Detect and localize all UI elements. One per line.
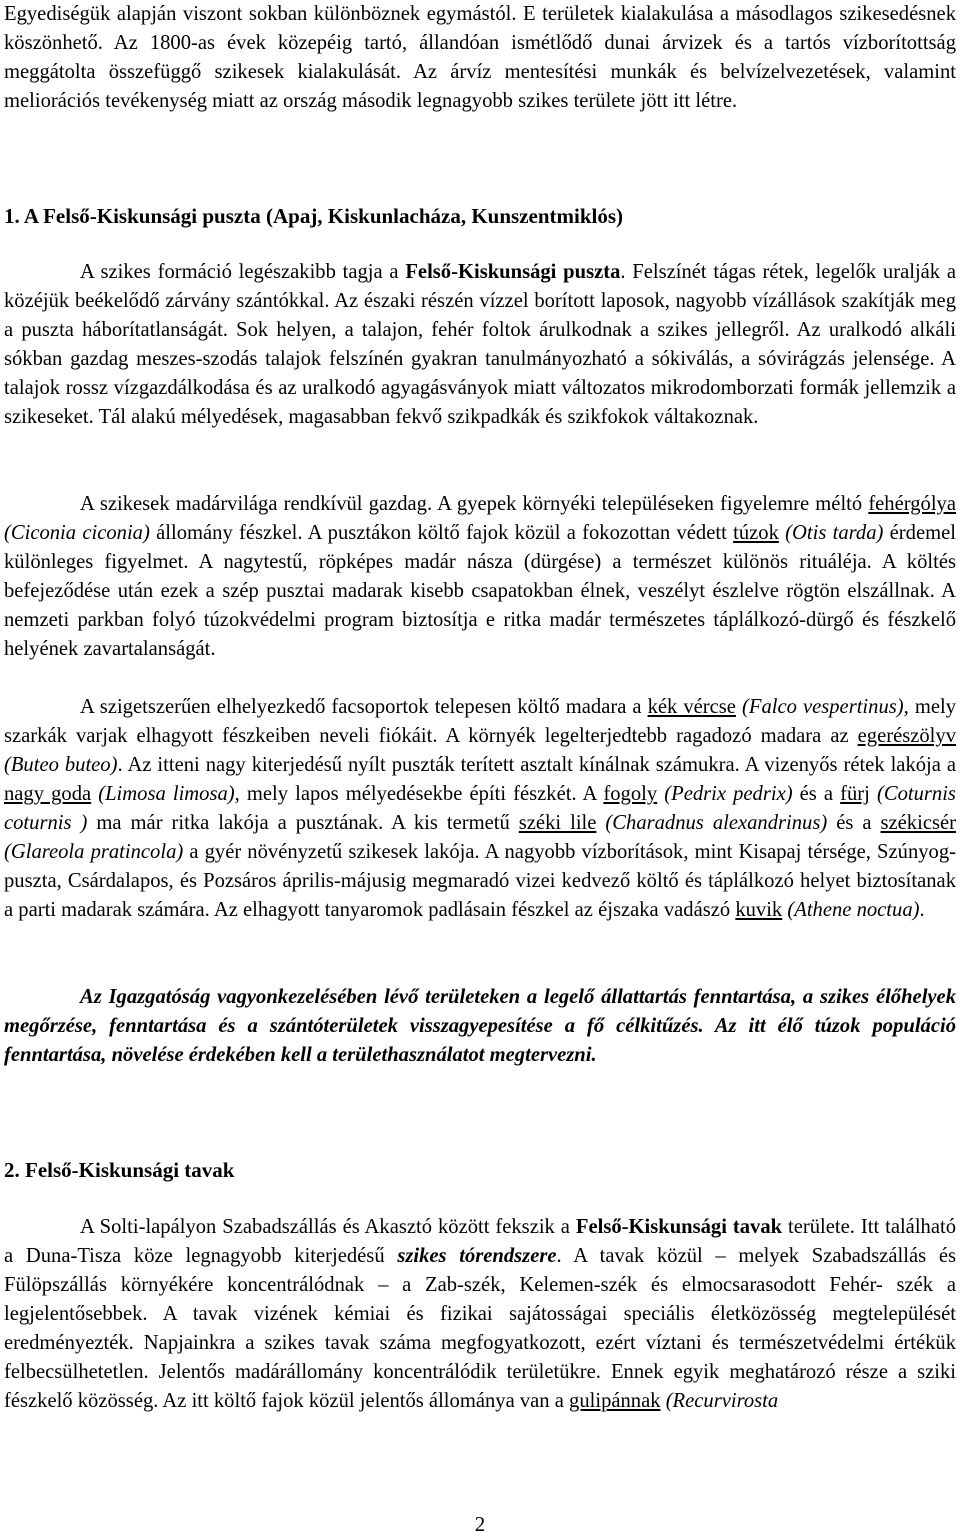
section-1-paragraph-2 (4, 490, 956, 664)
bold-term: Felső-Kiskunsági puszta (405, 261, 621, 283)
bold-term: Felső-Kiskunsági tavak (575, 1216, 783, 1238)
latin-name: (Ciconia ciconia) (4, 522, 150, 544)
latin-name: (Charadnus alexandrinus) (605, 812, 828, 834)
text-span: . Felszínét tágas rétek, legelők uralják a közéjük beékelődő zárvány szántókkal. Az északi részén vízzel borított laposok, nagyobb vízállások szakítják meg a puszta háborítatlanságát. Sok helyen, a talajon, fehér foltok árulkodnak a szikes jellegről. Az uralkodó alkáli sókban gazdag meszes-szodás talajok felszínén gyakran tanulmányozható a sókiválás, a sóvirágzás jelensége. A talajok rossz vízgazdálkodása és az uralkodó agyagásványok miatt változatos mikrodomborzati formák jellemzik a szikeseket. Tál alakú mélyedések, magasabban fekvő szikpadkák és szikfokok váltakoznak. (4, 261, 957, 428)
section-2-heading: 2. Felső-Kiskunsági tavak (4, 1158, 235, 1182)
goal-statement: Az Igazgatóság vagyonkezelésében lévő területeken a legelő állattartás fenntartása, a szikes élőhelyek megőrzése, fenntartása és a szántóterületek visszagyepesítése a fő célkitűzés. Az itt élő túzok populáció fenntartása, növelése érdekében kell a területhasználatot megtervezni. (4, 986, 956, 1066)
species-name: fogoly (603, 783, 658, 805)
species-name: nagy goda (4, 783, 92, 805)
latin-name: (Coturnis coturnis ) (4, 783, 956, 834)
species-name: gulipánnak (569, 1390, 661, 1412)
species-name: székicsér (880, 812, 956, 834)
text-span: érdemel különleges figyelmet. A nagytestű, röpképes madár násza (dürgése) a természet különös rituáléja. A költés befejeződése után ezek a szép pusztai madarak kisebb csapatokban élnek, veszélyt észlelve rögtön elszállnak. A nemzeti parkban folyó túzokvédelmi program biztosítja e ritka madár természetes táplálkozó-dürgő és fészkelő helyének zavartalanságát. (4, 522, 956, 660)
species-name: fürj (840, 783, 870, 805)
section-1-paragraph-3 (4, 693, 956, 925)
page-number: 2 (474, 1512, 486, 1536)
latin-name: (Limosa limosa) (98, 783, 235, 805)
text-span: ma már ritka lakója a pusztának. A kis termetű (87, 812, 519, 834)
text-span: területe. Itt található a Duna-Tisza köze legnagyobb kiterjedésű (4, 1216, 957, 1267)
latin-name: (Falco vespertinus) (742, 696, 904, 718)
text-span: a gyér növényzetű szikesek lakója. A nagyobb vízborítások, mint Kisapaj térsége, Szúnyog-puszta, Csárdalapos, és Pozsáros április-májusig megmaradó vizei kedvező költő és táplálkozó helyet biztosítanak a parti madarak számára. Az elhagyott tanyaromok padlásain fészkel az éjszaka vadászó (4, 841, 956, 921)
text-span: és a (792, 783, 841, 805)
text-span: A szigetszerűen elhelyezkedő facsoportok telepesen költő madara a (80, 696, 648, 718)
species-name: kék vércse (647, 696, 736, 718)
text-span: , mely szarkák varjak elhagyott fészkeiben neveli fiókáit. A környék legelterjedtebb ragadozó madara az (4, 696, 956, 747)
latin-name: (Otis tarda) (785, 522, 884, 544)
text-span: , mely lapos mélyedésekbe építi fészkét. A (234, 783, 604, 805)
latin-name: (Pedrix pedrix) (664, 783, 793, 805)
text-span: . Az itteni nagy kiterjedésű nyílt puszták terített asztalt kínálnak számukra. A vizenyős rétek lakója a (117, 754, 956, 776)
text-span: . A tavak közül – melyek Szabadszállás és Fülöpszállás környékére koncentrálódnak – a Zab-szék, Kelemen-szék és elmocsarasodott Fehér- szék a legjelentősebbek. A tavak vizének kémiai és fizikai sajátosságai speciális életközösség megtelepülését eredményezték. Napjainkra a szikes tavak száma megfogyatkozott, ezért víztani és természetvédelmi értékük felbecsülhetetlen. Jelentős madárállomány koncentrálódik területükre. Ennek egyik meghatározó része a sziki fészkelő közösség. Az itt költő fajok közül jelentős állománya van a (4, 1245, 956, 1412)
text-span: állomány fészkel. A pusztákon költő fajok közül a fokozottan védett (149, 522, 734, 544)
species-name: túzok (733, 522, 779, 544)
species-name: fehérgólya (868, 493, 956, 515)
latin-name: (Recurvirosta (665, 1390, 779, 1412)
section-1-heading: 1. A Felső-Kiskunsági puszta (Apaj, Kiskunlacháza, Kunszentmiklós) (4, 204, 624, 228)
species-name: kuvik (735, 899, 783, 921)
latin-name: (Athene noctua) (787, 899, 920, 921)
intro-text: Egyediségük alapján viszont sokban különböznek egymástól. E területek kialakulása a másodlagos szikesedésnek köszönhető. Az 1800-as évek közepéig tartó, állandóan ismétlődő dunai árvizek és a tartós vízborítottság meggátolta összefüggő szikesek kialakulását. Az árvíz mentesítési munkák és belvízelvezetések, valamint meliorációs tevékenység miatt az ország második legnagyobb szikes területe jött itt létre. (4, 3, 956, 112)
text-span: A szikes formáció legészakibb tagja a (80, 261, 406, 283)
intro-paragraph (4, 0, 956, 116)
section-1-goal-paragraph (4, 983, 956, 1070)
text-span (870, 783, 877, 805)
text-span: A szikesek madárvilága rendkívül gazdag. A gyepek környéki településeken figyelemre méltó (80, 493, 869, 515)
text-span: . (919, 899, 925, 921)
section-1-paragraph-1 (4, 258, 956, 432)
text-span: A Solti-lapályon Szabadszállás és Akasztó között fekszik a (80, 1216, 576, 1238)
latin-name: (Glareola pratincola) (4, 841, 184, 863)
bold-italic-term: szikes tórendszere (397, 1245, 557, 1267)
text-span: és a (827, 812, 881, 834)
section-2-paragraph-1 (4, 1213, 956, 1416)
latin-name: (Buteo buteo) (4, 754, 118, 776)
species-name: egerészölyv (857, 725, 956, 747)
species-name: széki lile (518, 812, 597, 834)
